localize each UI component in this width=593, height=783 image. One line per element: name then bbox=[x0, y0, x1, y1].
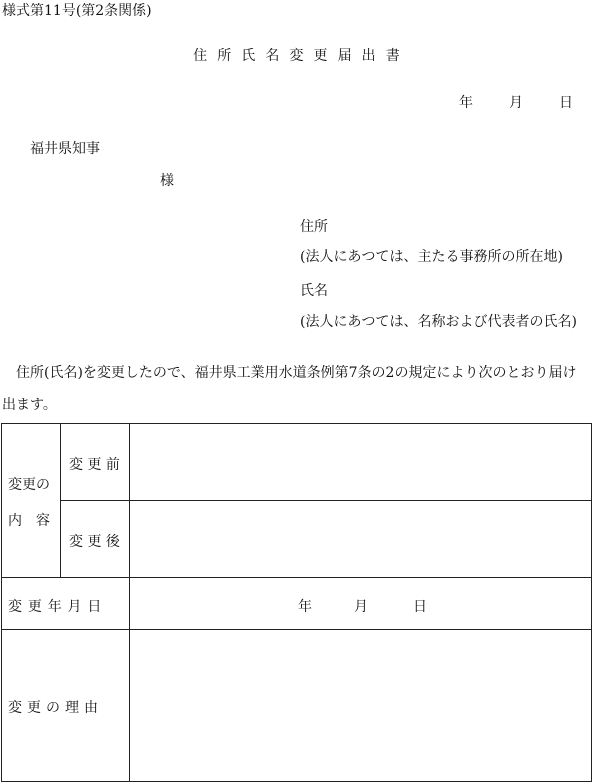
name-label: 氏名 bbox=[300, 283, 328, 299]
addressee: 福井県知事 bbox=[30, 141, 100, 157]
change-form-table bbox=[1, 423, 592, 782]
body-text: 住所(氏名)を変更したので、福井県工業用水道条例第7条の2の規定により次のとおり届け出ます。 bbox=[2, 365, 577, 413]
change-date-day: 日 bbox=[413, 599, 427, 615]
address-label: 住所 bbox=[300, 219, 328, 235]
submission-date bbox=[459, 92, 573, 112]
form-number: 様式第11号(第2条関係) bbox=[2, 3, 152, 19]
date-day-label: 日 bbox=[559, 95, 573, 111]
reason-label: 変 更 の 理 由 bbox=[8, 700, 99, 716]
date-year-label: 年 bbox=[459, 95, 473, 111]
address-note: (法人にあつては、主たる事務所の所在地) bbox=[300, 249, 563, 265]
before-value-field[interactable] bbox=[130, 424, 591, 500]
change-date-month: 月 bbox=[354, 599, 368, 615]
document-title: 住所氏名変更届出書 bbox=[193, 48, 410, 64]
before-label: 変 更 前 bbox=[69, 457, 120, 473]
name-note: (法人にあつては、名称および代表者の氏名) bbox=[300, 314, 577, 330]
after-value-field[interactable] bbox=[130, 501, 591, 577]
col-divider-content bbox=[60, 424, 61, 577]
reason-field[interactable] bbox=[130, 630, 591, 780]
honorific: 様 bbox=[160, 173, 174, 189]
date-month-label: 月 bbox=[509, 95, 523, 111]
content-label-line1: 変更の bbox=[8, 477, 50, 493]
change-date-label: 変 更 年 月 日 bbox=[8, 599, 103, 615]
after-label: 変 更 後 bbox=[69, 534, 120, 550]
content-label-line2: 内 容 bbox=[8, 513, 50, 529]
change-date-year: 年 bbox=[298, 599, 312, 615]
